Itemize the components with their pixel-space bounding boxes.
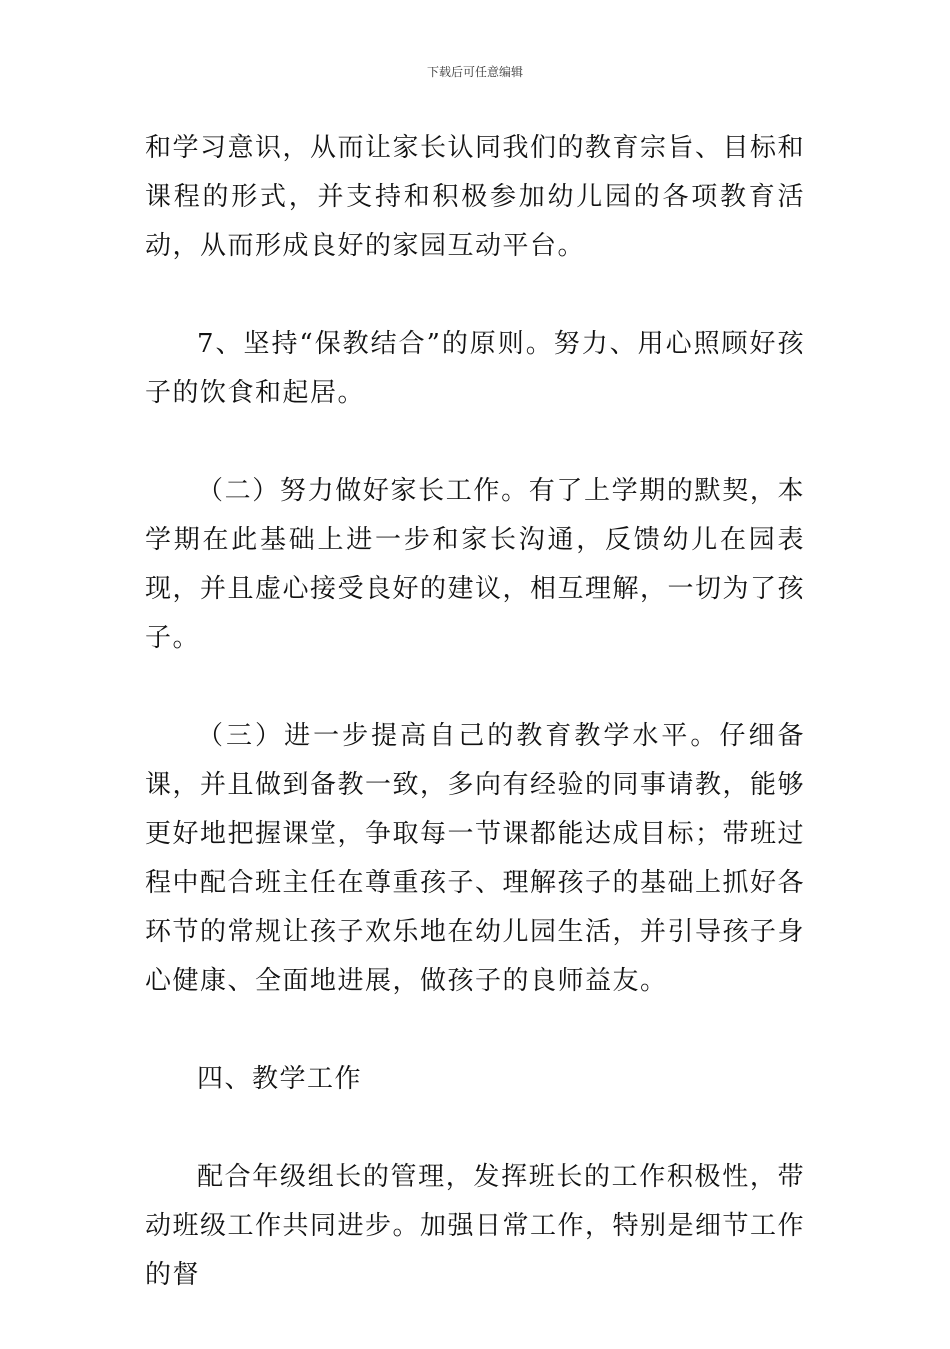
paragraph-parent-work: （二）努力做好家长工作。有了上学期的默契，本学期在此基础上进一步和家长沟通，反馈幼儿在园表现，并且虚心接受良好的建议，相互理解，一切为了孩子。 xyxy=(145,476,806,653)
paragraph-teaching-work: 配合年级组长的管理，发挥班长的工作积极性，带动班级工作共同进步。加强日常工作，特别是细节工作的督 xyxy=(145,1162,806,1290)
paragraph-continuation: 和学习意识，从而让家长认同我们的教育宗旨、目标和课程的形式，并支持和积极参加幼儿园的各项教育活动，从而形成良好的家园互动平台。 xyxy=(145,133,806,261)
paragraph-teaching-level: （三）进一步提高自己的教育教学水平。仔细备课，并且做到备教一致，多向有经验的同事请教，能够更好地把握课堂，争取每一节课都能达成目标；带班过程中配合班主任在尊重孩子、理解孩子的基础上抓好各环节的常规让孩子欢乐地在幼儿园生活，并引导孩子身心健康、全面地进展，做孩子的良师益友。 xyxy=(145,721,806,996)
document-body xyxy=(145,124,805,1349)
section-heading-teaching-work: 四、教学工作 xyxy=(197,1064,363,1094)
page-header: 下载后可任意编辑 xyxy=(426,65,523,79)
paragraph-item-7: 7、坚持“保教结合”的原则。努力、用心照顾好孩子的饮食和起居。 xyxy=(145,329,805,408)
